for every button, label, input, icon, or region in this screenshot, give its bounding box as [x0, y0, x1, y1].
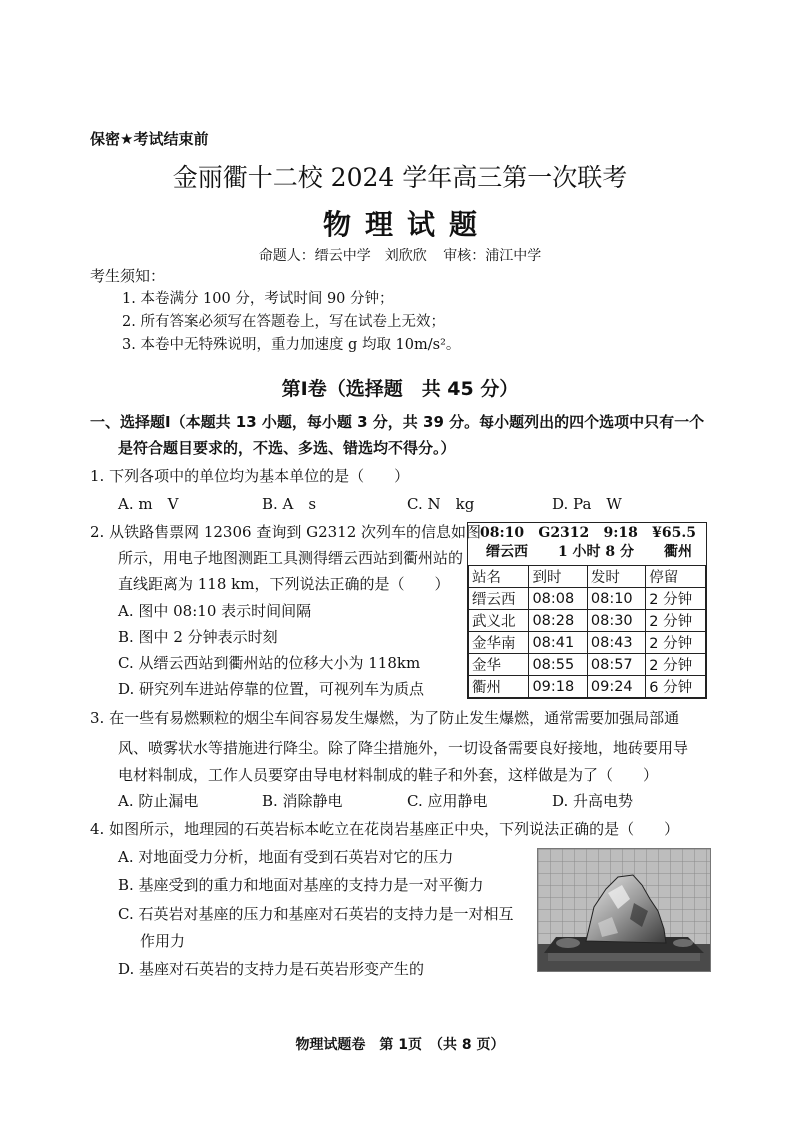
table-cell: 武义北: [469, 610, 529, 632]
question-3-option-b: B. 消除静电: [262, 792, 343, 810]
column-header: 到时: [529, 566, 587, 588]
confidential-label: 保密★考试结束前: [90, 130, 209, 148]
section-instructions: 一、选择题Ⅰ（本题共 13 小题，每小题 3 分，共 39 分。每小题列出的四个选项中只有一个: [90, 413, 705, 431]
question-2-stem: 直线距离为 118 km，下列说法正确的是（ ）: [118, 575, 450, 593]
rock-specimen-photo: [537, 848, 711, 972]
question-1-option-c: C. N kg: [407, 495, 475, 513]
column-header: 停留: [646, 566, 706, 588]
question-1-option-a: A. m V: [118, 495, 179, 513]
subject-title: 物理试题: [322, 208, 491, 241]
table-cell: 08:55: [529, 654, 587, 676]
question-4-option-c: C. 石英岩对基座的压力和基座对石英岩的支持力是一对相互: [118, 905, 514, 923]
question-3-stem: 电材料制成，工作人员要穿由导电材料制成的鞋子和外套，这样做是为了（ ）: [118, 766, 659, 784]
table-cell: 金华: [469, 654, 529, 676]
table-cell: 金华南: [469, 632, 529, 654]
table-cell: 2 分钟: [646, 588, 706, 610]
table-cell: 2 分钟: [646, 610, 706, 632]
arrival-time: 9:18: [603, 525, 638, 541]
train-summary-row: [468, 523, 706, 541]
table-cell: 衢州: [469, 676, 529, 698]
reviewer-name: 审核：浦江中学: [443, 248, 542, 264]
destination-station: 衢州: [663, 544, 692, 560]
question-2-option-d: D. 研究列车进站停靠的位置，可视列车为质点: [118, 680, 425, 698]
question-4-option-b: B. 基座受到的重力和地面对基座的支持力是一对平衡力: [118, 876, 484, 894]
table-cell: 6 分钟: [646, 676, 706, 698]
train-number: G2312: [538, 525, 590, 541]
column-header: 发时: [587, 566, 645, 588]
question-4-option-c-cont: 作用力: [140, 932, 186, 950]
question-3-stem: 风、喷雾状水等措施进行降尘。除了降尘措施外，一切设备需要良好接地，地砖要用导: [118, 739, 689, 757]
table-cell: 09:18: [529, 676, 587, 698]
table-row: [469, 610, 706, 632]
table-cell: 08:08: [529, 588, 587, 610]
question-2-stem: 所示，用电子地图测距工具测得缙云西站到衢州站的: [118, 549, 464, 567]
table-cell: 08:57: [587, 654, 645, 676]
table-cell: 08:28: [529, 610, 587, 632]
question-3-option-c: C. 应用静电: [407, 792, 488, 810]
ticket-price: ¥65.5: [652, 525, 696, 541]
table-cell: 08:10: [587, 588, 645, 610]
table-cell: 08:30: [587, 610, 645, 632]
notice-item: 2. 所有答案必须写在答题卷上，写在试卷上无效；: [122, 314, 445, 330]
question-3-option-a: A. 防止漏电: [118, 792, 199, 810]
train-info-table: [467, 522, 707, 699]
notice-item: 1. 本卷满分 100 分，考试时间 90 分钟；: [122, 291, 394, 307]
table-cell: 2 分钟: [646, 632, 706, 654]
question-2-stem: 2. 从铁路售票网 12306 查询到 G2312 次列车的信息如图: [90, 523, 482, 541]
table-cell: 2 分钟: [646, 654, 706, 676]
question-1-option-d: D. Pa W: [552, 495, 622, 513]
table-cell: 08:41: [529, 632, 587, 654]
notice-item: 3. 本卷中无特殊说明，重力加速度 g 均取 10m/s²。: [122, 337, 461, 353]
station-schedule-table: [468, 565, 706, 698]
notice-heading: 考生须知：: [90, 267, 166, 285]
question-3-stem: 3. 在一些有易燃颗粒的烟尘车间容易发生爆燃，为了防止发生爆燃，通常需要加强局部通: [90, 709, 680, 727]
table-row: [469, 632, 706, 654]
table-cell: 缙云西: [469, 588, 529, 610]
question-2-option-a: A. 图中 08:10 表示时间间隔: [118, 602, 312, 620]
question-4-stem: 4. 如图所示，地理园的石英岩标本屹立在花岗岩基座正中央，下列说法正确的是（ ）: [90, 820, 680, 838]
exam-title: 金丽衢十二校 2024 学年高三第一次联考: [172, 163, 628, 192]
table-header-row: [469, 566, 706, 588]
part-title: 第Ⅰ卷（选择题 共 45 分）: [281, 378, 519, 400]
table-row: [469, 654, 706, 676]
page-footer: 物理试题卷 第 1页 （共 8 页）: [295, 1037, 505, 1053]
section-instructions: 是符合题目要求的，不选、多选、错选均不得分。）: [118, 439, 456, 457]
train-route-row: [468, 541, 706, 565]
table-cell: 08:43: [587, 632, 645, 654]
column-header: 站名: [469, 566, 529, 588]
question-4-option-a: A. 对地面受力分析，地面有受到石英岩对它的压力: [118, 848, 454, 866]
table-row: [469, 676, 706, 698]
question-3-option-d: D. 升高电势: [552, 792, 634, 810]
question-2-option-b: B. 图中 2 分钟表示时刻: [118, 628, 278, 646]
author-name: 命题人：缙云中学 刘欣欣: [258, 248, 427, 264]
question-1-option-b: B. A s: [262, 495, 317, 513]
question-2-option-c: C. 从缙云西站到衢州站的位移大小为 118km: [118, 654, 421, 672]
question-1-stem: 1. 下列各项中的单位均为基本单位的是（ ）: [90, 467, 410, 485]
question-4-option-d: D. 基座对石英岩的支持力是石英岩形变产生的: [118, 960, 425, 978]
origin-station: 缙云西: [486, 544, 528, 560]
author-line: [0, 245, 800, 265]
table-cell: 09:24: [587, 676, 645, 698]
table-row: [469, 588, 706, 610]
trip-duration: 1 小时 8 分: [557, 544, 635, 560]
departure-time: 08:10: [480, 525, 525, 541]
